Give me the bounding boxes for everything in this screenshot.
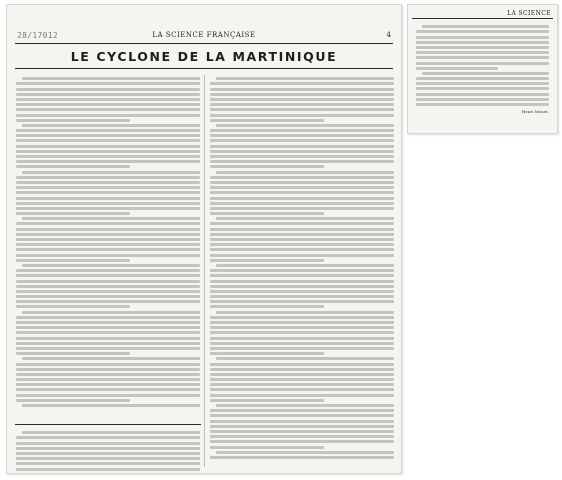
title-rule <box>15 68 393 69</box>
text-line <box>210 394 394 397</box>
text-line <box>16 378 200 381</box>
text-line <box>16 114 200 117</box>
text-line <box>16 191 200 194</box>
text-line <box>210 88 394 91</box>
text-line <box>210 103 394 106</box>
text-line <box>210 160 394 163</box>
text-line <box>16 202 200 205</box>
text-line <box>422 72 549 75</box>
text-line <box>210 373 394 376</box>
text-line <box>16 269 200 272</box>
text-line <box>416 41 549 44</box>
text-line <box>416 103 549 106</box>
text-line <box>16 462 200 465</box>
text-line <box>210 440 394 443</box>
text-line <box>210 139 394 142</box>
text-line <box>16 103 200 106</box>
article-signature: Henri Monet. <box>521 109 549 114</box>
text-line <box>210 305 324 308</box>
text-line <box>16 388 200 391</box>
text-line <box>416 30 549 33</box>
text-line <box>210 82 394 85</box>
text-line <box>16 331 200 334</box>
text-line <box>16 352 130 355</box>
header-rule <box>15 43 393 44</box>
text-line <box>216 451 394 454</box>
text-line <box>16 280 200 283</box>
text-line <box>210 248 394 251</box>
text-line <box>16 300 200 303</box>
text-line <box>16 442 200 445</box>
text-line <box>16 139 200 142</box>
text-line <box>210 269 394 272</box>
text-line <box>416 98 549 101</box>
text-line <box>16 108 200 111</box>
text-line <box>16 181 200 184</box>
text-line <box>210 181 394 184</box>
text-line <box>416 56 549 59</box>
text-line <box>216 124 394 127</box>
text-line <box>416 82 549 85</box>
text-line <box>216 311 394 314</box>
text-line <box>210 228 394 231</box>
text-line <box>16 233 200 236</box>
text-line <box>16 254 200 257</box>
text-line <box>210 207 394 210</box>
text-line <box>210 202 394 205</box>
text-line <box>22 77 200 80</box>
text-line <box>210 435 394 438</box>
text-line <box>16 150 200 153</box>
text-line <box>210 430 394 433</box>
text-line <box>210 129 394 132</box>
body-column-left <box>16 75 200 419</box>
text-line <box>216 404 394 407</box>
text-line <box>416 36 549 39</box>
text-line <box>210 383 394 386</box>
text-line <box>16 129 200 132</box>
text-line <box>16 468 200 471</box>
text-line <box>210 388 394 391</box>
text-line <box>416 93 549 96</box>
article-title: LE CYCLONE DE LA MARTINIQUE <box>70 49 338 64</box>
text-line <box>210 222 394 225</box>
text-line <box>16 119 130 122</box>
text-line <box>22 217 200 220</box>
text-line <box>22 264 200 267</box>
text-line <box>210 108 394 111</box>
text-line <box>216 77 394 80</box>
text-line <box>16 93 200 96</box>
text-line <box>16 447 200 450</box>
text-line <box>210 243 394 246</box>
page2-body <box>416 23 549 114</box>
text-line <box>210 337 394 340</box>
text-line <box>16 316 200 319</box>
text-line <box>210 420 394 423</box>
text-line <box>210 176 394 179</box>
text-line <box>210 254 394 257</box>
text-line <box>210 316 394 319</box>
text-line <box>210 368 394 371</box>
page2-header: LA SCIENCE <box>507 10 551 17</box>
column-divider <box>204 75 205 467</box>
text-line <box>210 295 394 298</box>
text-line <box>16 363 200 366</box>
text-line <box>16 165 130 168</box>
text-line <box>16 222 200 225</box>
text-line <box>210 326 394 329</box>
text-line <box>16 285 200 288</box>
text-line <box>210 165 324 168</box>
text-line <box>422 25 549 28</box>
text-line <box>16 452 200 455</box>
archive-stamp: 28/17012 <box>17 31 58 40</box>
text-line <box>416 51 549 54</box>
text-line <box>416 67 498 70</box>
text-line <box>16 228 200 231</box>
page-number: 4 <box>386 31 391 39</box>
newspaper-page-2 <box>407 4 558 134</box>
text-line <box>210 321 394 324</box>
text-line <box>16 457 200 460</box>
text-line <box>210 259 324 262</box>
text-line <box>16 155 200 158</box>
text-line <box>16 368 200 371</box>
text-line <box>16 88 200 91</box>
text-line <box>16 326 200 329</box>
text-line <box>210 150 394 153</box>
text-line <box>416 87 549 90</box>
text-line <box>416 62 549 65</box>
text-line <box>16 134 200 137</box>
text-line <box>16 243 200 246</box>
text-line <box>216 264 394 267</box>
text-line <box>210 414 394 417</box>
text-line <box>416 46 549 49</box>
text-line <box>210 331 394 334</box>
text-line <box>210 352 324 355</box>
text-line <box>210 456 394 459</box>
text-line <box>16 305 130 308</box>
text-line <box>210 378 394 381</box>
text-line <box>210 342 394 345</box>
text-line <box>210 363 394 366</box>
footnote-rule <box>15 424 201 425</box>
text-line <box>22 357 200 360</box>
text-line <box>210 191 394 194</box>
text-line <box>210 155 394 158</box>
text-line <box>210 290 394 293</box>
text-line <box>16 238 200 241</box>
text-line <box>16 436 200 439</box>
text-line <box>210 119 324 122</box>
text-line <box>16 321 200 324</box>
text-line <box>22 171 200 174</box>
text-line <box>16 290 200 293</box>
text-line <box>16 212 130 215</box>
text-line <box>16 160 200 163</box>
text-line <box>210 399 324 402</box>
text-line <box>16 186 200 189</box>
page-header: LA SCIENCE FRANÇAISE <box>152 31 256 39</box>
text-line <box>16 98 200 101</box>
footnote-block <box>16 429 200 467</box>
text-line <box>210 186 394 189</box>
text-line <box>210 238 394 241</box>
text-line <box>16 274 200 277</box>
text-line <box>216 171 394 174</box>
newspaper-page <box>6 4 402 474</box>
text-line <box>16 373 200 376</box>
text-line <box>16 394 200 397</box>
text-line <box>16 295 200 298</box>
text-line <box>16 248 200 251</box>
text-line <box>22 431 200 434</box>
text-line <box>210 134 394 137</box>
text-line <box>16 383 200 386</box>
page2-header-rule <box>412 18 553 19</box>
text-line <box>210 233 394 236</box>
text-line <box>16 145 200 148</box>
text-line <box>210 274 394 277</box>
text-line <box>210 197 394 200</box>
text-line <box>210 347 394 350</box>
text-line <box>16 176 200 179</box>
text-line <box>16 342 200 345</box>
text-line <box>216 217 394 220</box>
text-line <box>210 98 394 101</box>
text-line <box>210 446 324 449</box>
text-line <box>210 300 394 303</box>
text-line <box>16 82 200 85</box>
text-line <box>210 212 324 215</box>
text-line <box>216 357 394 360</box>
text-line <box>210 425 394 428</box>
text-line <box>210 409 394 412</box>
text-line <box>16 399 130 402</box>
text-line <box>16 347 200 350</box>
body-column-right <box>210 75 394 467</box>
text-line <box>16 337 200 340</box>
text-line <box>210 145 394 148</box>
text-line <box>22 404 200 407</box>
text-line <box>210 280 394 283</box>
page2-text <box>416 25 549 106</box>
text-line <box>16 197 200 200</box>
text-line <box>210 285 394 288</box>
text-line <box>210 114 394 117</box>
text-line <box>22 311 200 314</box>
text-line <box>16 207 200 210</box>
text-line <box>22 124 200 127</box>
text-line <box>210 93 394 96</box>
text-line <box>416 77 549 80</box>
text-line <box>16 259 130 262</box>
